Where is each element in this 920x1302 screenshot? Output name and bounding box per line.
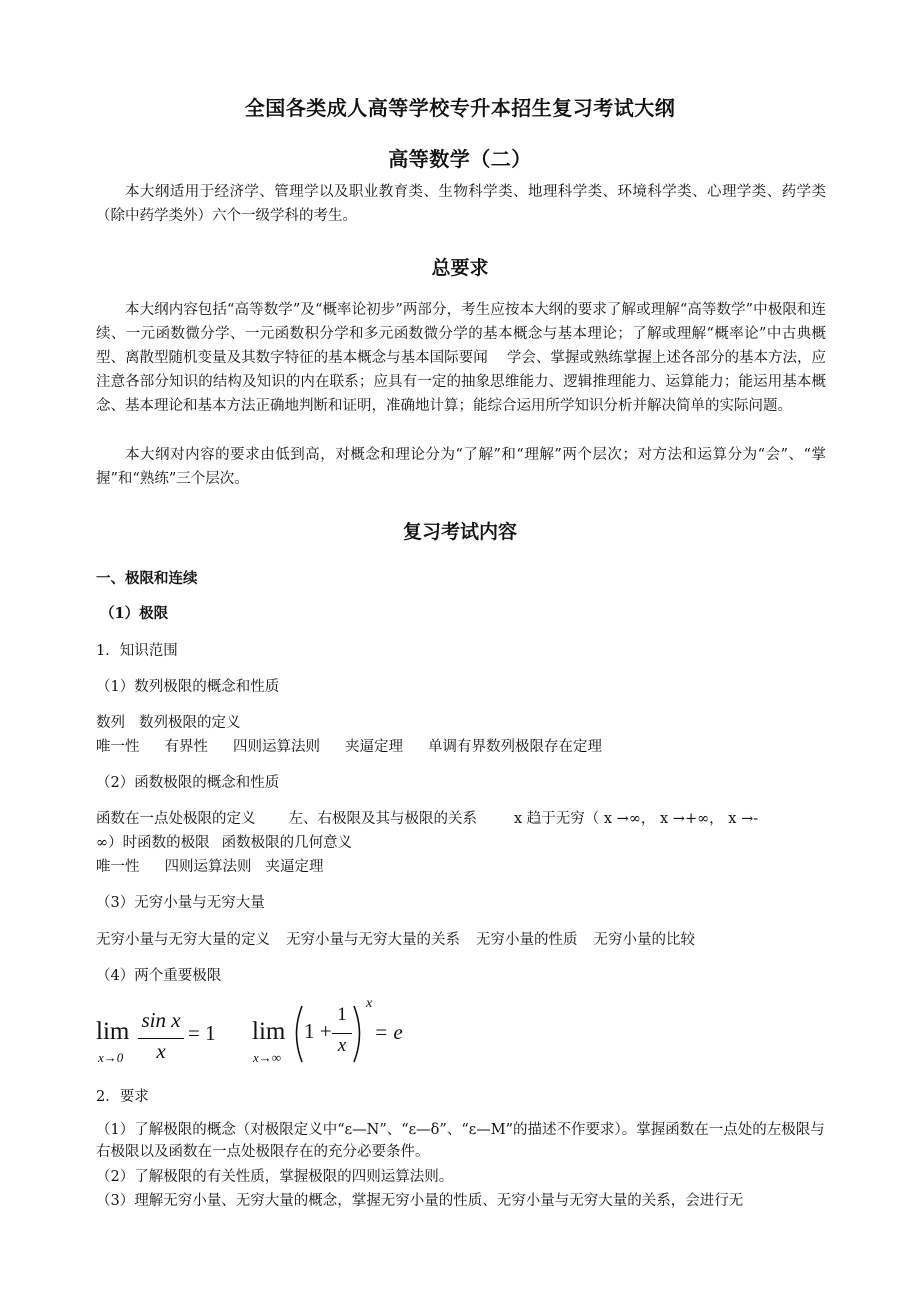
requirements-heading: 2．要求	[96, 1089, 149, 1105]
knowledge-scope-heading: 1．知识范围	[96, 643, 178, 659]
requirement-1: （1）了解极限的概念（对极限定义中“ε—N”、“ε—δ”、“ε—M”的描述不作要求）。掌握函数在一点处的左极限与右极限以及函数在一点处极限存在的充分必要条件。	[96, 1122, 825, 1160]
topic-item: 夹逼定理	[265, 859, 324, 875]
formula-lim-subscript: x→∞	[253, 1050, 282, 1065]
topic-item: 函数极限的几何意义	[221, 835, 353, 851]
function-limit-topics-1	[96, 807, 758, 828]
formula-rhs: = 1	[188, 1021, 216, 1045]
sequence-limit-topics-2	[96, 735, 602, 756]
important-limits-heading: （4）两个重要极限	[96, 968, 222, 984]
fraction-bar	[332, 1033, 352, 1034]
left-paren	[290, 1004, 304, 1064]
requirement-3: （3）理解无穷小量、无穷大量的概念，掌握无穷小量的性质、无穷小量与无穷大量的关系，会进行无	[96, 1193, 744, 1209]
formula-compound-e	[252, 996, 422, 1068]
function-limit-heading: （2）函数极限的概念和性质	[96, 775, 280, 791]
requirement-2: （2）了解极限的有关性质，掌握极限的四则运算法则。	[96, 1169, 454, 1185]
formula-numerator: sin x	[141, 1008, 181, 1032]
topic-item: 单调有界数列极限存在定理	[428, 739, 602, 755]
topic-item: 数列极限的定义	[139, 715, 241, 731]
topic-item: 无穷小量的性质	[476, 932, 578, 948]
formula-lim: lim	[252, 1018, 286, 1045]
topic-item: 四则运算法则	[164, 859, 252, 875]
infinitesimal-heading: （3）无穷小量与无穷大量	[96, 895, 265, 911]
infinitesimal-topics	[96, 928, 695, 949]
document-title: 全国各类成人高等学校专升本招生复习考试大纲	[244, 96, 676, 120]
formula-numerator: 1	[337, 1004, 347, 1025]
formula-denominator: x	[156, 1039, 166, 1063]
formula-sinx-over-x	[96, 1008, 226, 1066]
topic-item: x 趋于无穷（ x →∞， x →+∞， x →-	[514, 811, 759, 827]
sequence-limit-topics-1	[96, 711, 241, 732]
right-paren	[352, 1004, 366, 1064]
topic-item: 无穷小量的比较	[593, 932, 695, 948]
topic-item: 数列	[96, 715, 125, 731]
topic-item: 唯一性	[96, 739, 140, 755]
intro-paragraph: 本大纲适用于经济学、管理学以及职业教育类、生物科学类、地理科学类、环境科学类、心理学类、药学类（除中药学类外）六个一级学科的考生。	[96, 184, 826, 224]
formula-lim: lim	[96, 1018, 130, 1045]
formula-exponent: x	[366, 996, 373, 1011]
subsection-limits: （1）极限	[100, 605, 169, 622]
topic-item: ∞）时函数的极限	[96, 835, 210, 851]
topic-item: 无穷小量与无穷大量的关系	[286, 932, 460, 948]
document-subtitle: 高等数学（二）	[388, 147, 532, 171]
function-limit-topics-2	[96, 831, 352, 852]
general-paragraph-2: 本大纲对内容的要求由低到高，对概念和理论分为“了解”和“理解”两个层次；对方法和运算分为“会”、“掌握”和“熟练”三个层次。	[96, 447, 826, 487]
topic-item: 夹逼定理	[345, 739, 403, 755]
formula-rhs: = e	[374, 1020, 403, 1044]
general-requirements-title: 总要求	[431, 257, 489, 279]
topic-item: 无穷小量与无穷大量的定义	[96, 932, 270, 948]
section-limits-continuity: 一、极限和连续	[96, 570, 198, 587]
sequence-limit-heading: （1）数列极限的概念和性质	[96, 679, 280, 695]
topic-item: 左、右极限及其与极限的关系	[288, 811, 477, 827]
topic-item: 唯一性	[96, 859, 140, 875]
function-limit-topics-3	[96, 855, 324, 876]
formula-lim-subscript: x→0	[98, 1050, 124, 1065]
topic-item: 有界性	[164, 739, 208, 755]
formula-one-plus: 1 +	[304, 1019, 332, 1043]
topic-item: 四则运算法则	[233, 739, 320, 755]
general-paragraph-1: 本大纲内容包括“高等数学”及“概率论初步”两部分，考生应按本大纲的要求了解或理解“高等数学”中极限和连续、一元函数微分学、一元函数积分学和多元函数微分学的基本概念与基本理论；了解或理解“概率论”中古典概型、离散型随机变量及其数字特征的基本概念与基本国际要闻 学会、掌握或熟练掌握上述各部分的基本方法，应注意各部分知识的结构及知识的内在联系；应具有一定的抽象思维能力、逻辑推理能力、运算能力；能运用基本概念、基本理论和基本方法正确地判断和证明，准确地计算；能综合运用所学知识分析并解决简单的实际问题。	[96, 302, 826, 414]
review-content-title: 复习考试内容	[402, 521, 517, 543]
formula-denominator: x	[337, 1035, 347, 1056]
topic-item: 函数在一点处极限的定义	[96, 811, 256, 827]
